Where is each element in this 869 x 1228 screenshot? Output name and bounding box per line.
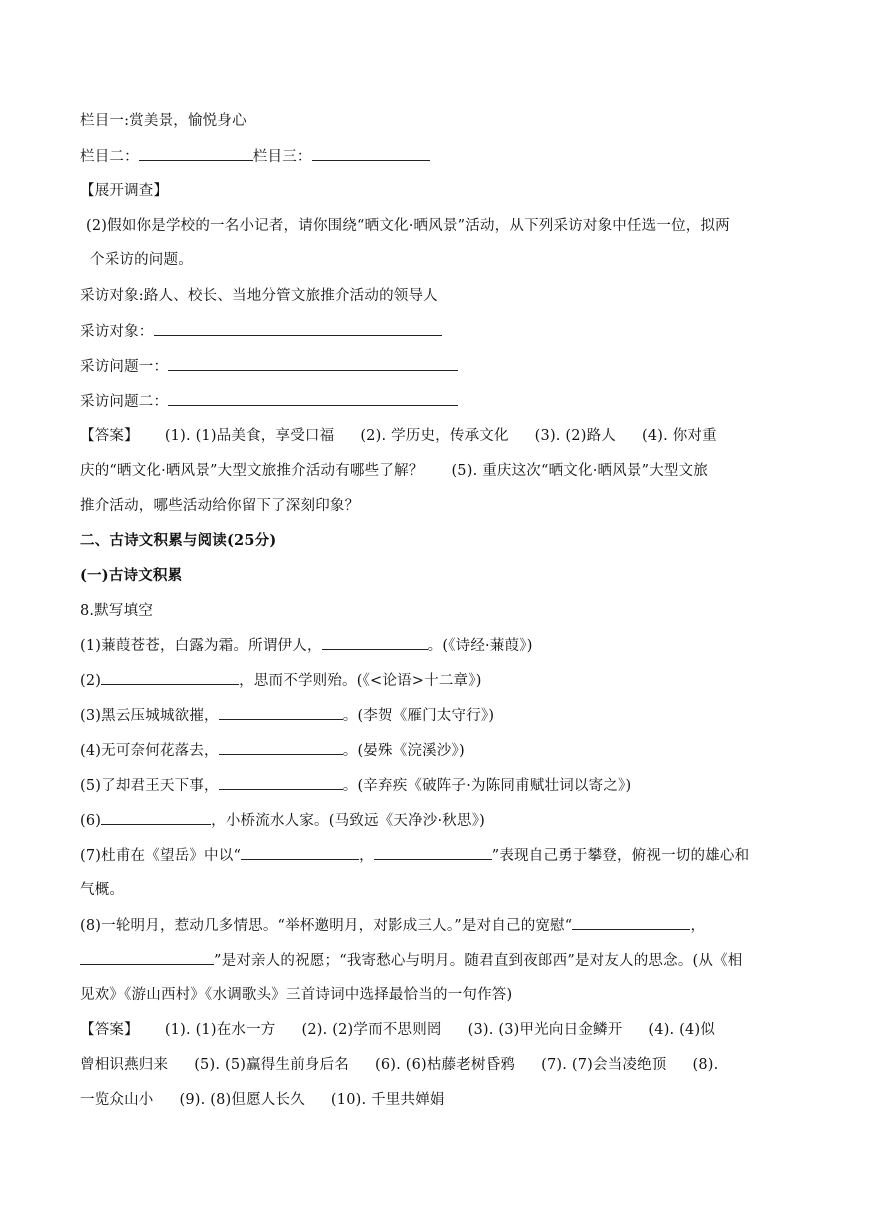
answer-label: 【答案】 [80, 428, 139, 444]
fill-blank-7a[interactable] [241, 845, 359, 860]
fill-item-2 [80, 670, 482, 691]
column-two-label: 栏目二： [80, 149, 139, 165]
fill-item-source: ，思而不学则殆。(《<论语>十二章》) [239, 673, 482, 689]
answer-item: (8). [692, 1057, 719, 1073]
answer-item: (2). (2)学而不思则罔 [301, 1022, 442, 1038]
fill-blank-7b[interactable] [374, 845, 492, 860]
fill-item-4 [80, 740, 465, 761]
interview-target-label: 采访对象： [80, 324, 154, 340]
interview-question-one-line [80, 356, 458, 377]
fill-item-text: 气概。 [80, 882, 125, 898]
answer-item: (5). 重庆这次“晒文化·晒风景”大型文旅 [451, 463, 709, 479]
answer-item: (1). (1)品美食，享受口福 [164, 428, 335, 444]
interview-targets-line [80, 286, 438, 306]
interview-target-line [80, 321, 442, 342]
fill-item-7 [80, 845, 749, 866]
answer-1-line-1 [80, 426, 717, 446]
fill-item-1 [80, 635, 533, 656]
interview-question-two-blank[interactable] [168, 391, 458, 406]
answer-item: (4). (4)似 [648, 1022, 716, 1038]
answer-1-line-2 [80, 461, 708, 481]
column-three-blank[interactable] [312, 146, 430, 161]
interview-question-one-label: 采访问题一： [80, 359, 169, 375]
fill-item-text: 见欢》《游山西村》《水调歌头》三首诗词中选择最恰当的一句作答) [80, 987, 513, 1003]
fill-item-text: (4)无可奈何花落去， [80, 743, 219, 759]
answer-item: (4). 你对重 [641, 428, 717, 444]
column-one-text: 栏目一:赏美景，愉悦身心 [80, 113, 247, 129]
answer-item: (7). (7)会当凌绝顶 [541, 1057, 667, 1073]
question-8-title [80, 601, 153, 621]
answer-item: 曾相识燕归来 [80, 1057, 169, 1073]
answer-item: (9). (8)但愿人长久 [179, 1092, 305, 1108]
fill-item-7-continued [80, 880, 124, 900]
column-two-blank[interactable] [139, 146, 253, 161]
fill-blank-4[interactable] [219, 740, 343, 755]
fill-blank-8a[interactable] [572, 915, 690, 930]
fill-item-text: (5)了却君王天下事， [80, 778, 219, 794]
answer-item: 一览众山小 [80, 1092, 154, 1108]
interview-question-one-blank[interactable] [168, 356, 458, 371]
question-8-title-text: 8.默写填空 [80, 603, 154, 619]
fill-item-text: (7)杜甫在《望岳》中以“ [80, 848, 242, 864]
answer-item: (6). (6)枯藤老树昏鸦 [375, 1057, 516, 1073]
question-2-continued-text: 个采访的问题。 [90, 252, 193, 268]
fill-item-8 [80, 915, 705, 936]
answer-item: (1). (1)在水一方 [164, 1022, 276, 1038]
column-three-label: 栏目三： [252, 149, 312, 165]
fill-blank-5[interactable] [219, 775, 343, 790]
fill-item-text: (2) [80, 673, 102, 689]
answer-item: (2). 学历史，传承文化 [360, 428, 509, 444]
answer-item: 庆的“晒文化·晒风景”大型文旅推介活动有哪些了解？ [80, 463, 424, 479]
interview-question-two-line [80, 391, 458, 412]
fill-blank-6[interactable] [101, 810, 211, 825]
answer-2-line-1 [80, 1020, 715, 1040]
answer-item: (3). (3)甲光向日金鳞开 [467, 1022, 623, 1038]
question-2-line [86, 216, 730, 236]
fill-blank-2[interactable] [101, 670, 239, 685]
fill-item-source: ，小桥流水人家。(马致远《天净沙·秋思》) [211, 813, 486, 829]
fill-blank-8b[interactable] [80, 950, 214, 965]
fill-item-text: (3)黑云压城城欲摧， [80, 708, 219, 724]
column-two-three-line [80, 146, 430, 167]
fill-item-source: 。(晏殊《浣溪沙》) [342, 743, 465, 759]
fill-item-6 [80, 810, 485, 831]
question-2-text: (2)假如你是学校的一名小记者，请你围绕“晒文化·晒风景”活动，从下列采访对象中任选一位，拟两 [86, 218, 730, 234]
fill-blank-1[interactable] [322, 635, 428, 650]
subsection-heading [80, 566, 182, 586]
fill-item-text: ”是对亲人的祝愿；“我寄愁心与明月。随君直到夜郎西”是对友人的思念。(从《相 [214, 953, 743, 969]
answer-2-line-3 [80, 1090, 445, 1110]
fill-item-3 [80, 705, 494, 726]
survey-heading-text: 【展开调查】 [80, 183, 169, 199]
answer-label: 【答案】 [80, 1022, 139, 1038]
answer-item: (10). 千里共婵娟 [330, 1092, 445, 1108]
answer-item: 推介活动，哪些活动给你留下了深刻印象？ [80, 498, 360, 514]
section-two-heading [80, 531, 276, 551]
fill-item-source: 。(李贺《雁门太守行》) [342, 708, 495, 724]
answer-2-line-2 [80, 1055, 718, 1075]
survey-heading [80, 181, 168, 201]
fill-item-8-continued-2 [80, 985, 512, 1005]
answer-item: (5). (5)赢得生前身后名 [194, 1057, 349, 1073]
section-two-heading-text: 二、古诗文积累与阅读(25分) [80, 532, 277, 549]
answer-item: (3). (2)路人 [534, 428, 616, 444]
fill-item-text: ， [690, 918, 706, 934]
fill-item-8-continued [80, 950, 743, 971]
fill-item-text: (8)一轮明月，惹动几多情思。“举杯邀明月，对影成三人。”是对自己的宽慰“ [80, 918, 573, 934]
answer-1-line-3 [80, 496, 359, 516]
fill-item-5 [80, 775, 631, 796]
interview-target-blank[interactable] [154, 321, 442, 336]
subsection-heading-text: (一)古诗文积累 [80, 567, 183, 584]
fill-blank-3[interactable] [219, 705, 343, 720]
interview-targets-text: 采访对象:路人、校长、当地分管文旅推介活动的领导人 [80, 288, 438, 304]
interview-question-two-label: 采访问题二： [80, 394, 169, 410]
question-2-continued-line [90, 250, 193, 270]
fill-item-text: (6) [80, 813, 102, 829]
fill-item-text: ， [359, 848, 374, 864]
fill-item-source: 。(辛弃疾《破阵子·为陈同甫赋壮词以寄之》) [342, 778, 632, 794]
fill-item-text: ”表现自己勇于攀登，俯视一切的雄心和 [491, 848, 750, 864]
fill-item-source: 。(《诗经·蒹葭》) [427, 638, 533, 654]
fill-item-text: (1)蒹葭苍苍，白露为霜。所谓伊人， [80, 638, 322, 654]
column-one-line [80, 111, 247, 131]
